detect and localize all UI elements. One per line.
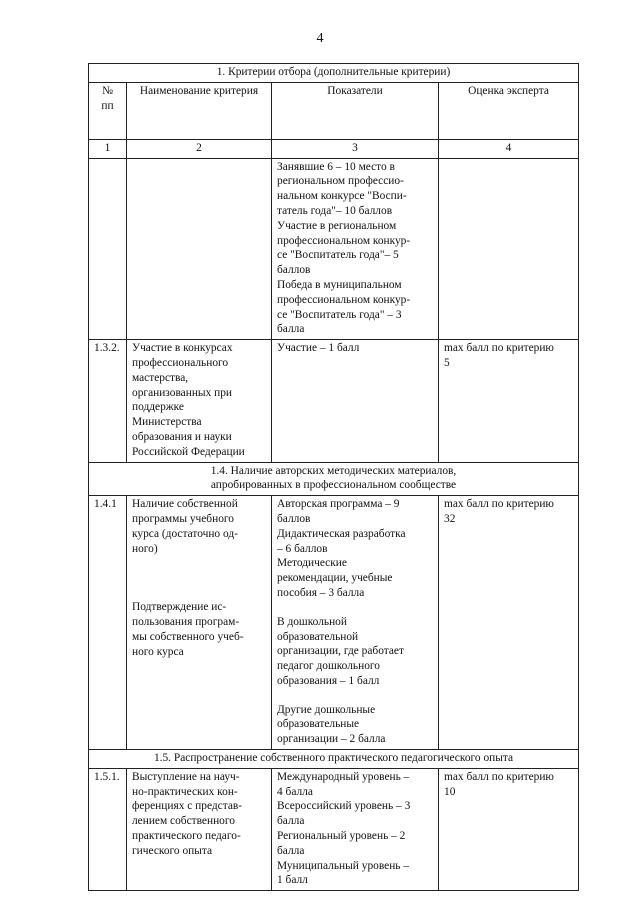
criterion-name: Наличие собственной программы учебного курса (достаточно од- ного) bbox=[132, 498, 238, 555]
indicators-cell bbox=[272, 496, 439, 750]
criterion-name-cell bbox=[127, 496, 272, 750]
row-number: 1.5.1. bbox=[89, 768, 127, 890]
column-number: 4 bbox=[439, 139, 579, 158]
table-row-1-4-1 bbox=[89, 496, 579, 750]
indicator-text: В дошкольной образовательной организации, где работает педагог дошкольного образования – 1 балл bbox=[277, 615, 404, 687]
spacer bbox=[277, 689, 433, 703]
header-expert: Оценка эксперта bbox=[439, 82, 579, 139]
indicator-text: Авторская программа – 9 баллов Дидактическая разработка – 6 баллов Методические рекомендации, учебные пособия – 3 балла bbox=[277, 498, 406, 599]
spacer bbox=[277, 601, 433, 615]
column-number: 3 bbox=[272, 139, 439, 158]
row-number bbox=[89, 158, 127, 340]
indicators-cell: Участие – 1 балл bbox=[272, 340, 439, 462]
row-number: 1.4.1 bbox=[89, 496, 127, 750]
expert-cell bbox=[439, 158, 579, 340]
expert-cell: max балл по критерию 32 bbox=[439, 496, 579, 750]
spacer bbox=[132, 556, 266, 600]
indicators-cell: Занявшие 6 – 10 место в региональном профессио- нальном конкурсе "Воспи- татель года"– 10 баллов Участие в региональном профессиональном конкур- се "Воспитатель года"– 5 баллов Победа в муниципальном профессиональном конкур- се "Воспитатель года" – 3 балла bbox=[272, 158, 439, 340]
criterion-name: Подтверждение ис- пользования програм- мы собственного учеб- ного курса bbox=[132, 601, 244, 658]
criteria-table bbox=[88, 63, 579, 891]
criterion-name: Участие в конкурсах профессионального мастерства, организованных при поддержке Министерства образования и науки Российской Федерации bbox=[127, 340, 272, 462]
column-number: 1 bbox=[89, 139, 127, 158]
indicator-text: Другие дошкольные образовательные организации – 2 балла bbox=[277, 703, 386, 746]
header-no: № пп bbox=[89, 82, 127, 139]
section-1-4-title: 1.4. Наличие авторских методических материалов, апробированных в профессиональном сообществе bbox=[89, 462, 579, 496]
expert-cell: max балл по критерию 5 bbox=[439, 340, 579, 462]
table-row-continued bbox=[89, 158, 579, 340]
section-1-5-row bbox=[89, 750, 579, 769]
section-title-row bbox=[89, 64, 579, 83]
column-number: 2 bbox=[127, 139, 272, 158]
column-number-row bbox=[89, 139, 579, 158]
header-name: Наименование критерия bbox=[127, 82, 272, 139]
criterion-name: Выступление на науч- но-практических кон- ференциях с представ- лением собственного практического педаго- гического опыта bbox=[127, 768, 272, 890]
header-row bbox=[89, 82, 579, 139]
row-number: 1.3.2. bbox=[89, 340, 127, 462]
expert-cell: max балл по критерию 10 bbox=[439, 768, 579, 890]
table-row-1-3-2 bbox=[89, 340, 579, 462]
criterion-name bbox=[127, 158, 272, 340]
section-1-4-row bbox=[89, 462, 579, 496]
page-number: 4 bbox=[316, 31, 324, 46]
section-1-5-title: 1.5. Распространение собственного практического педагогического опыта bbox=[89, 750, 579, 769]
header-indicators: Показатели bbox=[272, 82, 439, 139]
indicators-cell: Международный уровень – 4 балла Всероссийский уровень – 3 балла Региональный уровень – 2 балла Муниципальный уровень – 1 балл bbox=[272, 768, 439, 890]
section-title: 1. Критерии отбора (дополнительные критерии) bbox=[89, 64, 579, 83]
table-row-1-5-1 bbox=[89, 768, 579, 890]
